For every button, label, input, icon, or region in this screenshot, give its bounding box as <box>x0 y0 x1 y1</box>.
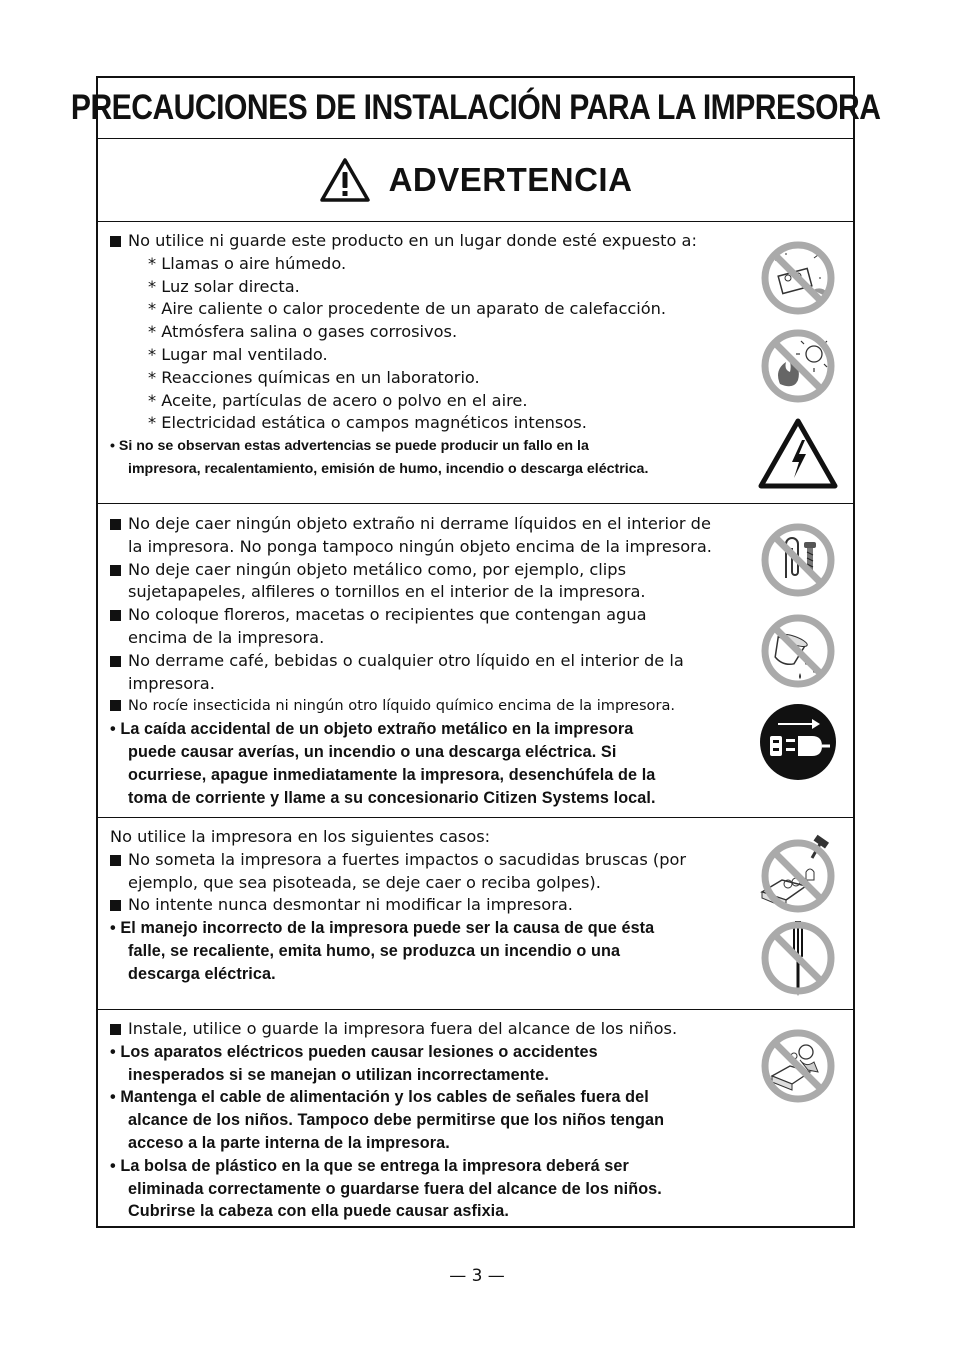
no-impact-icon <box>758 832 838 916</box>
section-text <box>110 826 750 986</box>
warning-consequence: eliminada correctamente o guardarse fuera del alcance de los niños. <box>128 1179 662 1198</box>
warning-header <box>98 139 853 222</box>
list-item: * Llamas o aire húmedo. <box>148 253 347 273</box>
warning-consequence: • Si no se observan estas advertencias se puede producir un fallo en la <box>110 438 589 455</box>
list-item: No rocíe insecticida ni ningún otro líquido químico encima de la impresora. <box>110 695 750 718</box>
list-item: Instale, utilice o guarde la impresora fuera del alcance de los niños. <box>110 1018 750 1041</box>
no-humid-icon <box>758 238 838 318</box>
section-environment <box>98 222 853 504</box>
bullet-square-icon <box>110 236 121 247</box>
warning-label: ADVERTENCIA <box>388 161 633 198</box>
no-fire-sun-icon <box>758 326 838 406</box>
warning-consequence: descarga eléctrica. <box>128 964 276 983</box>
warning-consequence: • Los aparatos eléctricos pueden causar lesiones o accidentes <box>110 1042 598 1061</box>
bullet-square-icon <box>110 1024 121 1035</box>
page-title: PRECAUCIONES DE INSTALACIÓN PARA LA IMPRESORA <box>70 88 881 127</box>
list-item: No deje caer ningún objeto metálico como, por ejemplo, clips <box>110 559 750 582</box>
list-item: * Luz solar directa. <box>148 276 300 296</box>
list-item: impresora. <box>128 673 215 693</box>
list-item: ejemplo, que sea pisoteada, se deje caer o reciba golpes). <box>128 872 601 892</box>
warning-consequence: impresora, recalentamiento, emisión de humo, incendio o descarga eléctrica. <box>128 460 649 477</box>
section-foreign-objects <box>98 504 853 818</box>
warning-frame <box>70 76 881 1228</box>
warning-consequence: falle, se recaliente, emita humo, se produzca un incendio o una <box>128 941 621 960</box>
warning-consequence: • La caída accidental de un objeto extraño metálico en la impresora <box>110 720 634 739</box>
section-text <box>110 230 750 481</box>
page-number: — 3 — <box>449 1266 505 1286</box>
warning-consequence: toma de corriente y llame a su concesionario Citizen Systems local. <box>128 788 656 807</box>
bullet-square-icon <box>110 700 121 711</box>
list-item: No utilice ni guarde este producto en un lugar donde esté expuesto a: <box>110 230 750 253</box>
warning-consequence: alcance de los niños. Tampoco debe permitirse que los niños tengan <box>128 1111 665 1130</box>
warning-consequence: Cubrirse la cabeza con ella puede causar asfixia. <box>128 1202 509 1221</box>
warning-triangle-icon <box>319 157 371 203</box>
list-item: * Aceite, partículas de acero o polvo en el aire. <box>148 390 528 410</box>
list-item: la impresora. No ponga tampoco ningún objeto encima de la impresora. <box>128 536 712 556</box>
list-item: No derrame café, bebidas o cualquier otro líquido en el interior de la <box>110 650 750 673</box>
warning-consequence: puede causar averías, un incendio o una descarga eléctrica. Si <box>128 742 617 761</box>
bullet-square-icon <box>110 900 121 911</box>
keep-away-children-icon <box>758 1026 838 1106</box>
warning-consequence: acceso a la parte interna de la impresora. <box>128 1133 450 1152</box>
warning-consequence: • El manejo incorrecto de la impresora puede ser la causa de que ésta <box>110 919 655 938</box>
warning-consequence: • La bolsa de plástico en la que se entrega la impresora deberá ser <box>110 1156 629 1175</box>
section-text <box>110 513 750 809</box>
section-children <box>98 1010 853 1230</box>
list-item: encima de la impresora. <box>128 627 325 647</box>
warning-consequence: inesperados si se manejan o utilizan incorrectamente. <box>128 1065 549 1084</box>
unplug-icon <box>758 702 838 782</box>
warning-consequence: • Mantenga el cable de alimentación y los cables de señales fuera del <box>110 1088 649 1107</box>
bullet-square-icon <box>110 656 121 667</box>
list-item: No coloque floreros, macetas o recipientes que contengan agua <box>110 604 750 627</box>
list-item: No someta la impresora a fuertes impactos o sacudidas bruscas (por <box>110 849 750 872</box>
list-item: * Atmósfera salina o gases corrosivos. <box>148 322 458 342</box>
no-metal-objects-icon <box>758 520 838 600</box>
list-item: No deje caer ningún objeto extraño ni derrame líquidos en el interior de <box>110 513 750 536</box>
bullet-square-icon <box>110 855 121 866</box>
list-intro: No utilice la impresora en los siguientes casos: <box>110 827 491 846</box>
warning-consequence: ocurriese, apague inmediatamente la impresora, desenchúfela de la <box>128 765 656 784</box>
bullet-square-icon <box>110 610 121 621</box>
list-item: sujetapapeles, alfileres o tornillos en el interior de la impresora. <box>128 582 646 602</box>
list-item: * Lugar mal ventilado. <box>148 344 328 364</box>
section-text <box>110 1018 750 1223</box>
no-liquids-icon <box>758 611 838 691</box>
title-bar <box>70 78 881 139</box>
bullet-square-icon <box>110 565 121 576</box>
no-disassemble-icon <box>758 918 838 1002</box>
list-item: * Electricidad estática o campos magnéticos intensos. <box>148 413 587 433</box>
electric-shock-warning-icon <box>758 418 838 490</box>
list-item: * Reacciones químicas en un laboratorio. <box>148 367 480 387</box>
list-item: * Aire caliente o calor procedente de un aparato de calefacción. <box>148 299 667 319</box>
list-item: No intente nunca desmontar ni modificar la impresora. <box>110 894 750 917</box>
bullet-square-icon <box>110 519 121 530</box>
section-handling <box>98 818 853 1010</box>
